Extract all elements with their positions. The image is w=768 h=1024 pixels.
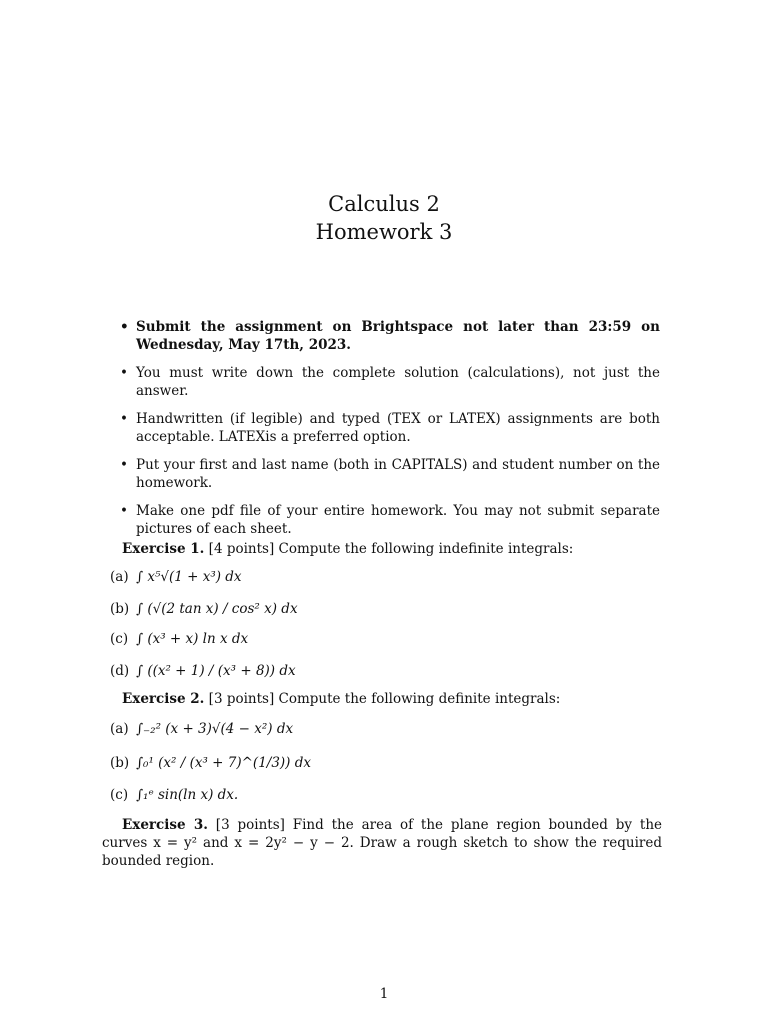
title-line-1: Calculus 2: [328, 192, 440, 216]
instruction-pdf: • Make one pdf file of your entire homework. You may not submit separate pictures of each sheet.: [120, 502, 660, 538]
item-label: (c): [110, 631, 129, 647]
exercise-2-item-b: [110, 754, 311, 772]
integral-expression: ∫ ((x² + 1) / (x³ + 8)) dx: [136, 663, 296, 679]
exercise-1-text: [4 points] Compute the following indefinite integrals:: [208, 541, 574, 557]
item-label: (a): [110, 569, 129, 585]
exercise-1-item-d: [110, 662, 296, 680]
instruction-submit: • Submit the assignment on Brightspace not later than 23:59 on Wednesday, May 17th, 2023.: [120, 318, 660, 354]
exercise-3-label: Exercise 3.: [122, 817, 208, 833]
exercise-2-label: Exercise 2.: [122, 691, 205, 707]
page-number: 1: [379, 986, 389, 1002]
item-label: (c): [110, 787, 129, 803]
item-label: (d): [110, 663, 130, 679]
exercise-2-heading: [122, 690, 662, 708]
integral-expression: ∫₋₂² (x + 3)√(4 − x²) dx: [136, 721, 294, 737]
exercise-2-item-a: [110, 720, 293, 738]
integral-expression: ∫₀¹ (x² / (x³ + 7)^(1/3)) dx: [136, 755, 311, 771]
exercise-2-text: [3 points] Compute the following definite integrals:: [208, 691, 561, 707]
instruction-solution: • You must write down the complete solution (calculations), not just the answer.: [120, 364, 660, 400]
exercise-1-heading: [122, 540, 662, 558]
integral-expression: ∫ x⁵√(1 + x³) dx: [136, 569, 242, 585]
integral-expression: ∫₁ᵉ sin(ln x) dx.: [136, 787, 239, 803]
instruction-format: • Handwritten (if legible) and typed (TEX or LATEX) assignments are both acceptable. LATEXis a preferred option.: [120, 410, 660, 446]
item-label: (b): [110, 601, 130, 617]
exercise-3-text: [3 points] Find the area of the plane region bounded by the curves x = y² and x = 2y² − y − 2. Draw a rough sketch to show the required bounded region.: [102, 817, 663, 869]
integral-expression: ∫ (√(2 tan x) / cos² x) dx: [136, 601, 298, 617]
exercise-1-item-c: [110, 630, 248, 648]
exercise-1-label: Exercise 1.: [122, 541, 205, 557]
instruction-name: • Put your first and last name (both in CAPITALS) and student number on the homework.: [120, 456, 660, 492]
document-title: [0, 190, 768, 246]
exercise-2-item-c: [110, 786, 238, 804]
integral-expression: ∫ (x³ + x) ln x dx: [136, 631, 249, 647]
item-label: (b): [110, 755, 130, 771]
exercise-1-item-a: [110, 568, 242, 586]
exercise-1-item-b: [110, 600, 298, 618]
item-label: (a): [110, 721, 129, 737]
instructions-list: [120, 318, 660, 548]
title-line-2: Homework 3: [315, 220, 453, 244]
exercise-3-paragraph: [102, 816, 662, 870]
